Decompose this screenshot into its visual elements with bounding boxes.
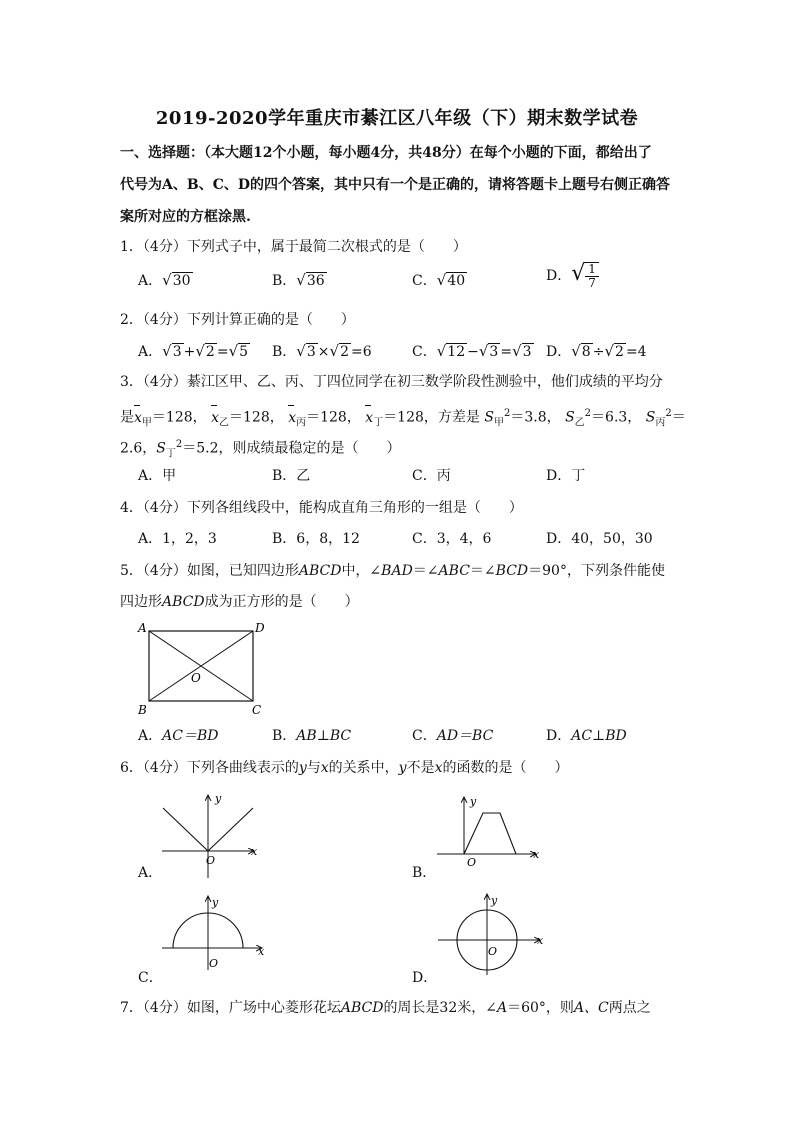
q6-option-c[interactable]: C．	[138, 970, 163, 986]
q5-option-a[interactable]: A．AC＝BD	[138, 728, 219, 744]
question-4-stem: 4．（4分）下列各组线段中，能构成直角三角形的一组是（ ）	[120, 500, 523, 516]
q3-option-c[interactable]: C．丙	[412, 468, 451, 484]
graph-b-x-label: x	[533, 848, 540, 861]
section-header-line2: 代号为A、B、C、D的四个答案，其中只有一个是正确的，请将答题卡上题号右侧正确答	[120, 177, 670, 193]
page-title: 2019-2020学年重庆市綦江区八年级（下）期末数学试卷	[155, 108, 639, 129]
question-3-line1: 3．（4分）綦江区甲、乙、丙、丁四位同学在初三数学阶段性测验中，他们成绩的平均分	[120, 374, 663, 390]
q1-option-c[interactable]: C．√40	[412, 271, 466, 289]
q1-option-d[interactable]: D．√ $\frac{1}{7}$	[546, 262, 599, 290]
graph-d-circle	[438, 894, 544, 975]
question-2-stem: 2．（4分）下列计算正确的是（ ）	[120, 312, 355, 328]
q2-option-d[interactable]: D．√8 ÷√2 =4	[546, 342, 647, 360]
q4-option-c[interactable]: C．3，4，6	[412, 531, 492, 547]
graph-d-y-label: y	[491, 894, 498, 907]
q3-option-d[interactable]: D．丁	[546, 468, 586, 484]
q2-option-c[interactable]: C．√12 −√3 =√3	[412, 342, 532, 360]
q5-option-d[interactable]: D．AC⊥BD	[546, 728, 627, 744]
graph-a-origin: O	[206, 854, 216, 867]
q2-option-a[interactable]: A．√3 +√2 =√5	[138, 342, 249, 360]
q6-row1-options	[138, 861, 698, 885]
graph-a-y-label: y	[215, 792, 222, 805]
question-3-line2: 是$x_甲=128$， $x_乙=128$， $x_丙=128$， $x_丁=128$，方差是 $S_甲^2=3.8$， $S_乙^2=6.3$， $S_丙^2=$	[120, 402, 685, 435]
question-5-line1: 5．（4分）如图，已知四边形ABCD中，∠BAD＝∠ABC＝∠BCD＝90°，下列条件能使	[120, 563, 665, 579]
graph-a-left-ray	[163, 808, 208, 851]
graph-c-y-label: y	[212, 896, 219, 909]
graph-d-origin: O	[488, 945, 498, 958]
vertex-label-a: A	[138, 621, 147, 635]
q6-option-d[interactable]: D．	[412, 970, 438, 986]
question-6-stem: 6．（4分）下列各曲线表示的y与x的关系中，y不是x的函数的是（ ）	[120, 760, 569, 776]
q3-option-b[interactable]: B．乙	[272, 468, 311, 484]
graph-b-trapezoid	[437, 795, 540, 869]
q4-option-d[interactable]: D．40，50，30	[546, 531, 653, 547]
question-3-line3: 2.6，$S_丁^2=5.2$，则成绩最稳定的是（ ）	[120, 439, 401, 460]
graph-c-origin: O	[209, 957, 219, 970]
q4-option-a[interactable]: A．1，2，3	[138, 531, 217, 547]
graph-d-x-label: x	[537, 934, 544, 947]
section-header-line3: 案所对应的方框涂黑.	[120, 209, 251, 225]
graph-a-right-ray	[208, 808, 253, 851]
q4-option-b[interactable]: B．6，8，12	[272, 531, 360, 547]
question-7-line1: 7．（4分）如图，广场中心菱形花坛ABCD的周长是32米，∠A＝60°，则A、C两点之	[120, 1000, 651, 1016]
section-header-line1: 一、选择题：（本大题12个小题，每小题4分，共48分）在每个小题的下面，都给出了	[120, 145, 652, 161]
q6-option-a[interactable]: A．	[138, 865, 163, 881]
q5-option-b[interactable]: B．AB⊥BC	[272, 728, 352, 744]
graph-c-semicircle	[162, 896, 265, 970]
vertex-label-d: D	[255, 621, 265, 635]
q6-option-b[interactable]: B．	[412, 865, 437, 881]
graph-c-x-label: x	[258, 945, 265, 958]
center-label-o: O	[191, 671, 201, 685]
q1-option-b[interactable]: B．√36	[272, 271, 325, 289]
q3-option-a[interactable]: A．甲	[138, 468, 177, 484]
graph-b-curve	[464, 813, 516, 854]
q1-option-a[interactable]: A．√30	[138, 271, 191, 289]
graph-a-x-label: x	[251, 845, 258, 858]
q2-option-b[interactable]: B．√3 ×√2 =6	[272, 342, 372, 360]
question-1-stem: 1．（4分）下列式子中，属于最简二次根式的是（ ）	[120, 239, 467, 255]
q6-row2-options	[138, 966, 698, 990]
graph-b-origin: O	[467, 856, 477, 869]
question-5-line2: 四边形ABCD成为正方形的是（ ）	[120, 594, 359, 610]
vertex-label-c: C	[252, 703, 262, 717]
q5-option-c[interactable]: C．AD＝BC	[412, 728, 494, 744]
vertex-label-b: B	[138, 703, 147, 717]
graph-b-y-label: y	[470, 795, 477, 808]
